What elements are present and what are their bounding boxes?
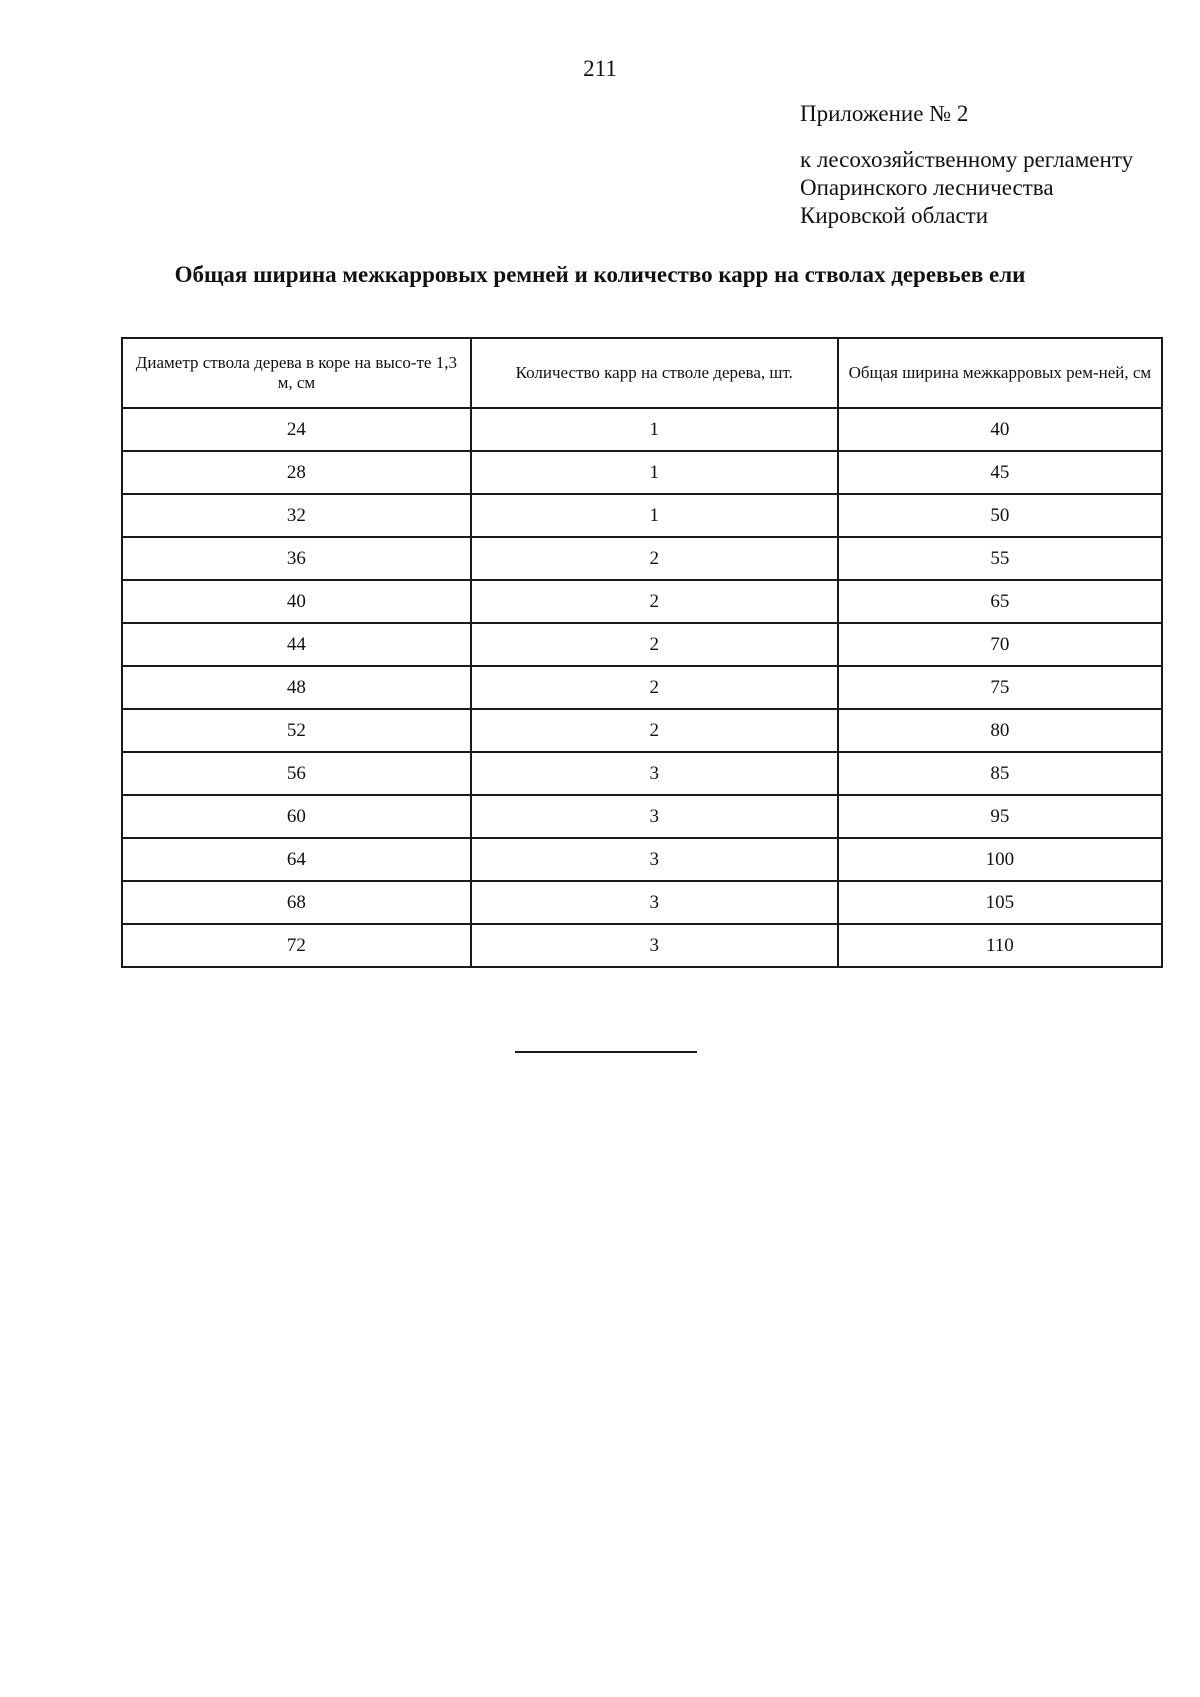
cell-diameter: 72	[122, 924, 471, 967]
cell-width: 55	[838, 537, 1162, 580]
cell-count: 2	[471, 709, 838, 752]
cell-width: 80	[838, 709, 1162, 752]
appendix-line: к лесохозяйственному регламенту	[800, 147, 1134, 172]
cell-width: 40	[838, 408, 1162, 451]
cell-width: 70	[838, 623, 1162, 666]
cell-width: 50	[838, 494, 1162, 537]
appendix-block	[800, 100, 1133, 230]
column-header-diameter: Диаметр ствола дерева в коре на высо-те 1,3 м, см	[122, 338, 471, 408]
cell-diameter: 28	[122, 451, 471, 494]
cell-count: 1	[471, 408, 838, 451]
table-row	[122, 451, 1162, 494]
table-row	[122, 924, 1162, 967]
appendix-line: Кировской области	[800, 203, 989, 228]
table-header-row	[122, 338, 1162, 408]
cell-diameter: 36	[122, 537, 471, 580]
cell-width: 100	[838, 838, 1162, 881]
cell-diameter: 24	[122, 408, 471, 451]
cell-diameter: 64	[122, 838, 471, 881]
cell-count: 3	[471, 838, 838, 881]
table-row	[122, 838, 1162, 881]
table-row	[122, 666, 1162, 709]
table-row	[122, 537, 1162, 580]
cell-count: 3	[471, 752, 838, 795]
document-title: Общая ширина межкарровых ремней и количество карр на стволах деревьев ели	[174, 262, 1026, 287]
cell-width: 45	[838, 451, 1162, 494]
cell-diameter: 56	[122, 752, 471, 795]
cell-diameter: 44	[122, 623, 471, 666]
cell-width: 65	[838, 580, 1162, 623]
cell-diameter: 40	[122, 580, 471, 623]
cell-count: 2	[471, 666, 838, 709]
table-row	[122, 709, 1162, 752]
appendix-line: Опаринского лесничества	[800, 175, 1054, 200]
cell-count: 3	[471, 881, 838, 924]
cell-count: 2	[471, 580, 838, 623]
page-number: 211	[583, 56, 617, 81]
end-rule	[515, 1051, 697, 1053]
column-header-count: Количество карр на стволе дерева, шт.	[471, 338, 838, 408]
table-row	[122, 752, 1162, 795]
cell-count: 3	[471, 795, 838, 838]
cell-count: 1	[471, 451, 838, 494]
cell-count: 2	[471, 623, 838, 666]
column-header-width: Общая ширина межкарровых рем-ней, см	[838, 338, 1162, 408]
cell-count: 2	[471, 537, 838, 580]
cell-width: 75	[838, 666, 1162, 709]
cell-width: 95	[838, 795, 1162, 838]
table-row	[122, 795, 1162, 838]
cell-diameter: 68	[122, 881, 471, 924]
data-table	[121, 337, 1163, 968]
table-row	[122, 494, 1162, 537]
cell-width: 85	[838, 752, 1162, 795]
cell-diameter: 48	[122, 666, 471, 709]
table-body	[122, 408, 1162, 967]
table-row	[122, 881, 1162, 924]
cell-diameter: 60	[122, 795, 471, 838]
cell-count: 3	[471, 924, 838, 967]
cell-width: 105	[838, 881, 1162, 924]
cell-count: 1	[471, 494, 838, 537]
cell-diameter: 52	[122, 709, 471, 752]
appendix-title: Приложение № 2	[800, 101, 969, 126]
cell-width: 110	[838, 924, 1162, 967]
cell-diameter: 32	[122, 494, 471, 537]
table-row	[122, 408, 1162, 451]
table-row	[122, 623, 1162, 666]
table-row	[122, 580, 1162, 623]
